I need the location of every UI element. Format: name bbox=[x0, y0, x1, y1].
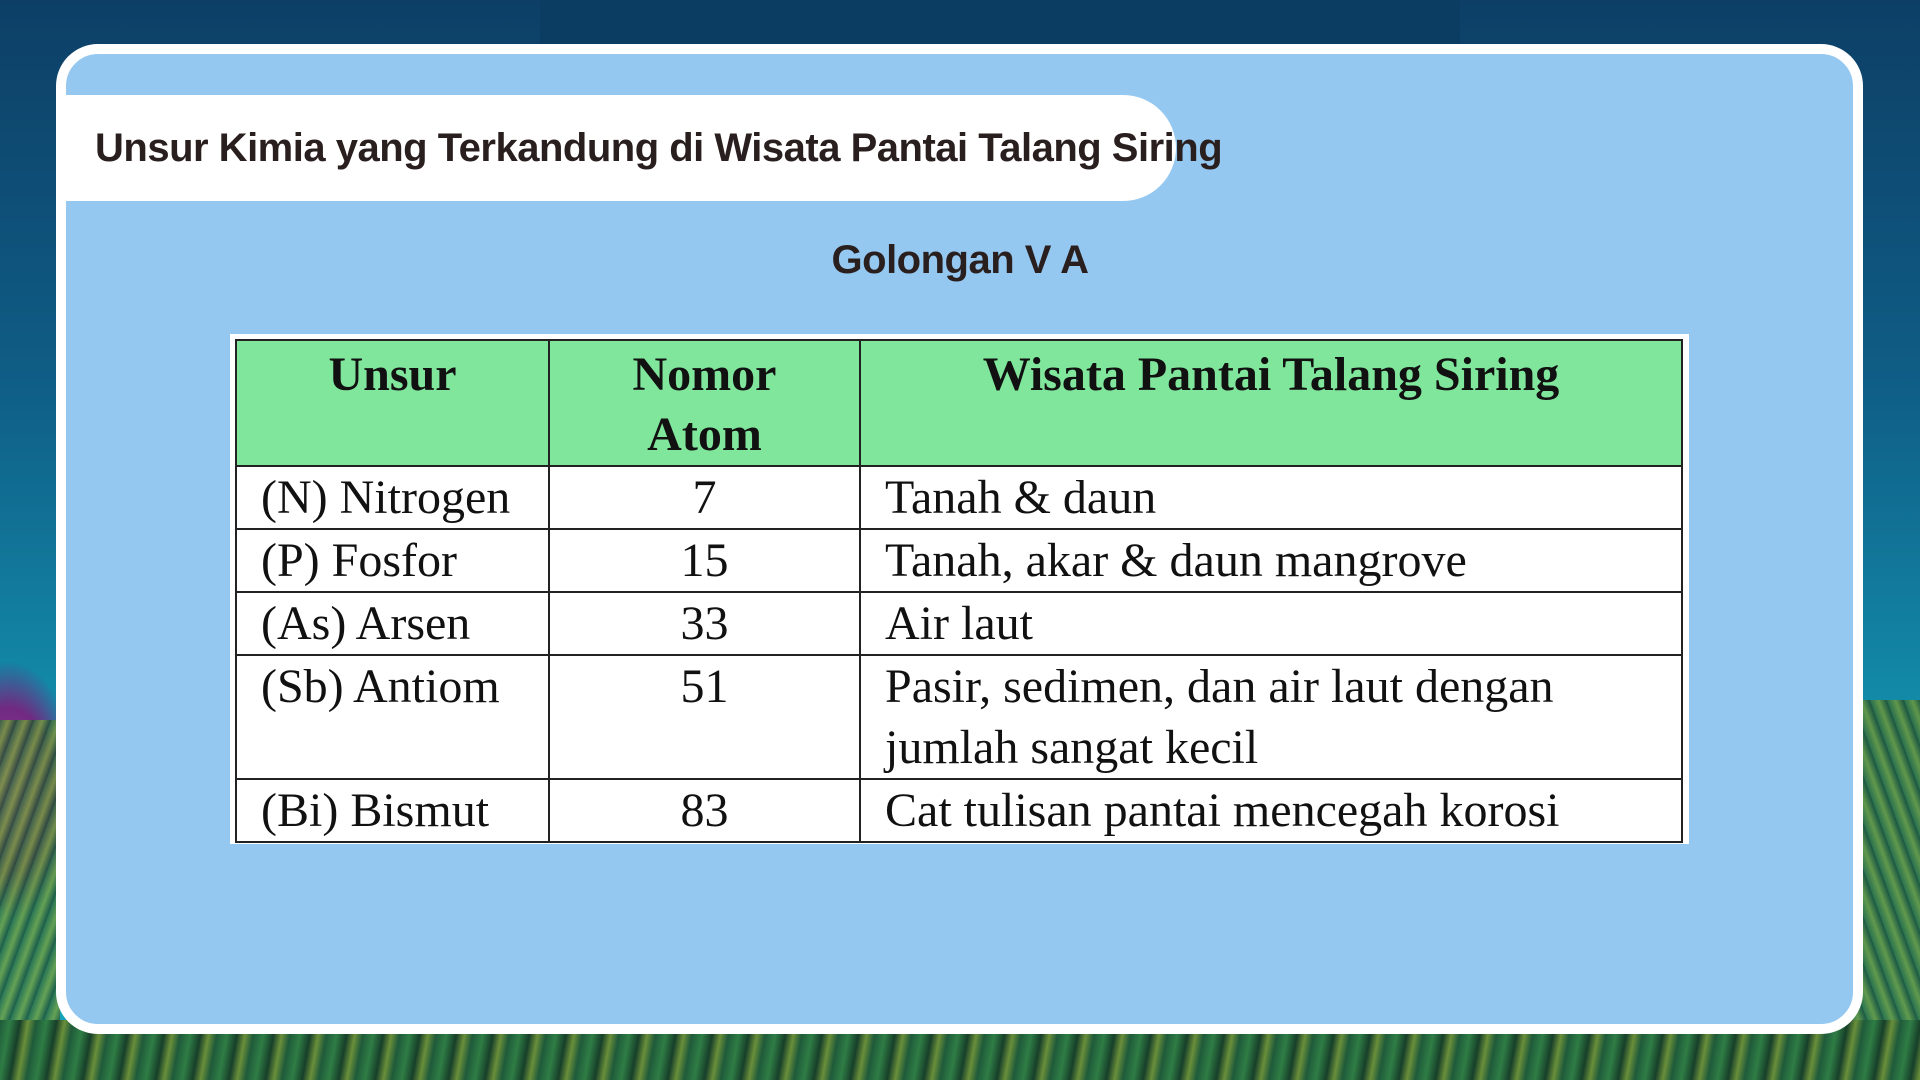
cell-atomic-number: 15 bbox=[549, 529, 860, 592]
table-row bbox=[236, 466, 1682, 529]
cell-location: Tanah & daun bbox=[860, 466, 1682, 529]
slide-subtitle: Golongan V A bbox=[831, 238, 1089, 282]
cell-location: Air laut bbox=[860, 592, 1682, 655]
cell-element: (Bi) Bismut bbox=[236, 779, 549, 842]
cell-location: Cat tulisan pantai mencegah korosi bbox=[860, 779, 1682, 842]
header-location: Wisata Pantai Talang Siring bbox=[860, 340, 1682, 466]
cell-location: Tanah, akar & daun mangrove bbox=[860, 529, 1682, 592]
background-top-strip bbox=[540, 0, 1460, 44]
decorative-grass-left bbox=[0, 720, 60, 1020]
cell-element: (As) Arsen bbox=[236, 592, 549, 655]
table-header-row bbox=[236, 340, 1682, 466]
table-row bbox=[236, 529, 1682, 592]
cell-atomic-number: 83 bbox=[549, 779, 860, 842]
cell-location: Pasir, sedimen, dan air laut dengan jumlah sangat kecil bbox=[860, 655, 1682, 779]
cell-element: (P) Fosfor bbox=[236, 529, 549, 592]
table-row bbox=[236, 779, 1682, 842]
cell-atomic-number: 7 bbox=[549, 466, 860, 529]
element-table bbox=[235, 339, 1683, 843]
header-element: Unsur bbox=[236, 340, 549, 466]
table-row bbox=[236, 655, 1682, 779]
slide-title: Unsur Kimia yang Terkandung di Wisata Pantai Talang Siring bbox=[95, 126, 1223, 170]
cell-element: (Sb) Antiom bbox=[236, 655, 549, 779]
cell-atomic-number: 33 bbox=[549, 592, 860, 655]
header-atomic-number: Nomor Atom bbox=[549, 340, 860, 466]
cell-atomic-number: 51 bbox=[549, 655, 860, 779]
cell-element: (N) Nitrogen bbox=[236, 466, 549, 529]
table-row bbox=[236, 592, 1682, 655]
element-table-container bbox=[230, 334, 1689, 844]
